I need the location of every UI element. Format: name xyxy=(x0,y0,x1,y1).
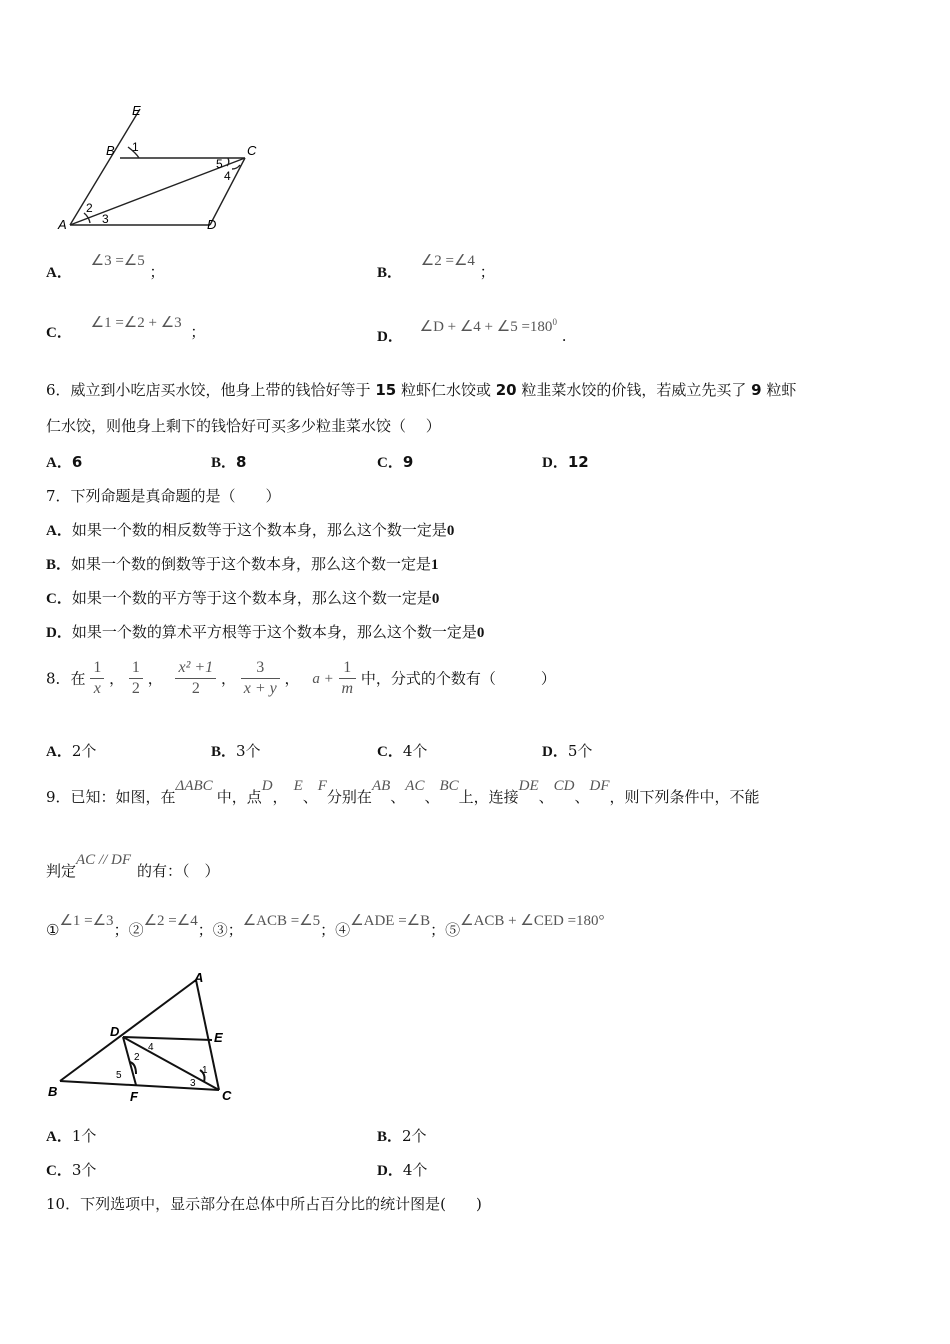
q6-stem-line2: 仁水饺，则他身上剩下的钱恰好可买多少粒韭菜水饺（ ） xyxy=(46,417,441,435)
q9-option-d[interactable]: D．4个 xyxy=(377,1161,428,1179)
q5-d-math: ∠D + ∠4 + ∠5 $=180^0$ xyxy=(419,317,557,335)
fraction-x2-plus-1-over-2: $\frac{\text{x² +1}}{2}$ xyxy=(175,658,216,699)
q6-stem-line1: 6．威立到小吃店买水饺，他身上带的钱恰好等于 15 粒虾仁水饺或 20 粒韭菜水饺的价钱，若威立先买了 9 粒虾 xyxy=(46,381,797,399)
angle-1: 1 xyxy=(202,1065,208,1076)
fraction-3-over-x-plus-y: $\frac{3}{x + y}$ xyxy=(241,658,280,699)
angle-2: 2 xyxy=(134,1052,140,1063)
fraction-1-over-2: $\frac{1}{2}$ xyxy=(129,658,143,699)
label-b: B xyxy=(106,143,115,158)
q10-stem: 10．下列选项中，显示部分在总体中所占百分比的统计图是( ) xyxy=(46,1195,482,1213)
q8-option-b[interactable]: B．3个 xyxy=(211,742,261,760)
q5-b-math: ∠2 =∠4 xyxy=(420,253,475,269)
label-d: D xyxy=(207,217,217,232)
q5-a-math: ∠3 =∠5 xyxy=(90,253,145,269)
angle-5: 5 xyxy=(116,1070,122,1081)
q5-option-d[interactable]: D． ∠D + ∠4 + ∠5 $=180^0$ . xyxy=(377,317,567,345)
q7-stem: 7．下列命题是真命题的是（ ） xyxy=(46,487,281,505)
q9-option-a[interactable]: A．1个 xyxy=(46,1127,97,1145)
angle-1: 1 xyxy=(132,140,139,154)
label-e: E xyxy=(214,1030,223,1045)
label-c: C xyxy=(222,1088,232,1103)
label-c: C xyxy=(247,143,257,158)
q9-stem-line2: 判定AC // DF的有：（ ） xyxy=(46,852,220,880)
label-a: A xyxy=(58,217,67,232)
angle-4: 4 xyxy=(224,169,231,183)
q8-option-d[interactable]: D．5个 xyxy=(542,742,593,760)
q5-c-math: ∠1 =∠2 + ∠3 xyxy=(90,315,182,331)
q9-option-b[interactable]: B．2个 xyxy=(377,1127,427,1145)
q8-option-c[interactable]: C．4个 xyxy=(377,742,428,760)
q6-option-c[interactable]: C．9 xyxy=(377,453,414,471)
q9-conditions: ①∠1 =∠3；②∠2 =∠4；③；∠ACB =∠5；④∠ADE =∠B；⑤∠ACB + ∠CED =180° xyxy=(46,913,605,939)
q6-option-a[interactable]: A．6 xyxy=(46,453,83,471)
parallelogram-figure xyxy=(40,95,280,240)
q9-option-c[interactable]: C．3个 xyxy=(46,1161,97,1179)
fraction-1-over-m: $\frac{1}{m}$ xyxy=(339,658,357,699)
fraction-1-over-x: $\frac{1}{x}$ xyxy=(90,658,104,699)
q6-option-b[interactable]: B．8 xyxy=(211,453,247,471)
q7-option-a[interactable]: A．如果一个数的相反数等于这个数本身，那么这个数一定是0 xyxy=(46,521,455,539)
label-a: A xyxy=(194,970,204,985)
q7-option-c[interactable]: C．如果一个数的平方等于这个数本身，那么这个数一定是0 xyxy=(46,589,440,607)
label-e: E xyxy=(132,103,141,118)
q9-stem-line1: 9．已知：如图，在ΔABC中，点D，E、F分别在AB、AC、BC上，连接DE、CD、DF，则下列条件中，不能 xyxy=(46,778,760,806)
q8-option-a[interactable]: A．2个 xyxy=(46,742,97,760)
label-b: B xyxy=(48,1084,58,1099)
angle-4: 4 xyxy=(148,1042,154,1053)
q6-option-d[interactable]: D．12 xyxy=(542,453,589,471)
angle-3: 3 xyxy=(102,212,109,226)
q7-option-d[interactable]: D．如果一个数的算术平方根等于这个数本身，那么这个数一定是0 xyxy=(46,623,485,641)
angle-5: 5 xyxy=(216,157,223,171)
q5-option-a[interactable]: A． ∠3 =∠5 ； xyxy=(46,253,165,281)
angle-3: 3 xyxy=(190,1078,196,1089)
label-f: F xyxy=(130,1089,138,1104)
label-d: D xyxy=(110,1024,120,1039)
q5-option-b[interactable]: B． ∠2 =∠4 ； xyxy=(377,253,495,281)
q8-stem: 8．在 $\frac{1}{x}$ ， $\frac{1}{2}$ ， $\frac{\text{x² +1}}{2}$ ， $\frac{3}{x + y}$ ， a + $\frac{1}{m}$ 中，分式的个数有（ ） xyxy=(46,659,556,697)
triangle-figure xyxy=(40,970,240,1110)
q7-option-b[interactable]: B．如果一个数的倒数等于这个数本身，那么这个数一定是1 xyxy=(46,555,439,573)
q5-option-c[interactable]: C． ∠1 =∠2 + ∠3 ； xyxy=(46,315,206,341)
angle-2: 2 xyxy=(86,201,93,215)
